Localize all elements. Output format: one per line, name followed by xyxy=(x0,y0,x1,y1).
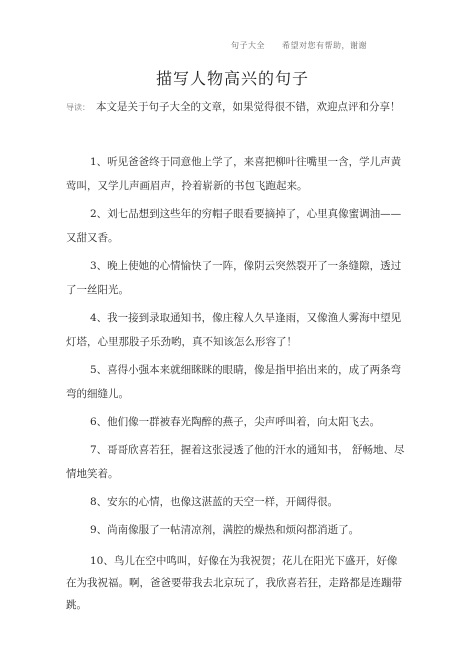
intro-lead: 导读： xyxy=(66,103,90,112)
sentence-item-9: 9、尚南像服了一帖清凉剂，满腔的燥热和烦闷都消逝了。 xyxy=(90,524,360,536)
sentence-item-6: 6、他们像一群被春光陶醉的燕子，尖声呼叫着，向太阳飞去。 xyxy=(90,416,381,428)
sentence-item-1: 1、听见爸爸终于同意他上学了，来喜把柳叶往嘴里一含，学儿声黄莺叫，又学儿声画眉声，拎着崭新的书包飞跑起来。 xyxy=(66,156,402,192)
intro-paragraph xyxy=(66,95,406,120)
sentence-item-2: 2、刘七品想到这些年的穷帽子眼看要摘掉了，心里真像蜜调油——又甜又香。 xyxy=(66,208,402,244)
header-left-text: 句子大全 xyxy=(230,41,265,50)
sentence-list xyxy=(66,150,406,620)
page-header xyxy=(217,40,367,51)
page-title: 描写人物高兴的句子 xyxy=(155,69,309,88)
sentence-item-10: 10、鸟儿在空中鸣叫，好像在为我祝贺；花儿在阳光下盛开，好像在为我祝福。啊，爸爸要带我去北京玩了，我欣喜若狂，走路都是连蹦带跳。 xyxy=(66,555,402,611)
intro-text: 本文是关于句子大全的文章，如果觉得很不错，欢迎点评和分享！ xyxy=(96,101,401,113)
sentence-item-3: 3、晚上使她的心情愉快了一阵，像阴云突然裂开了一条缝隙，透过了一丝阳光。 xyxy=(66,260,402,296)
sentence-item-8: 8、安东的心情，也像这湛蓝的天空一样，开阔得很。 xyxy=(90,496,339,508)
sentence-item-5: 5、喜得小强本来就细眯眯的眼睛，像是指甲掐出来的，成了两条弯弯的细缝儿。 xyxy=(66,364,402,400)
header-right-text: 希望对您有帮助，谢谢 xyxy=(282,41,367,50)
sentence-item-7: 7、哥哥欣喜若狂，握着这张浸透了他的汗水的通知书， 舒畅地、尽情地笑着。 xyxy=(66,444,405,480)
sentence-item-4: 4、我一接到录取通知书，像庄稼人久旱逢雨，又像渔人雾海中望见灯塔，心里那股子乐劲哟，真不知该怎么形容了！ xyxy=(66,312,402,348)
